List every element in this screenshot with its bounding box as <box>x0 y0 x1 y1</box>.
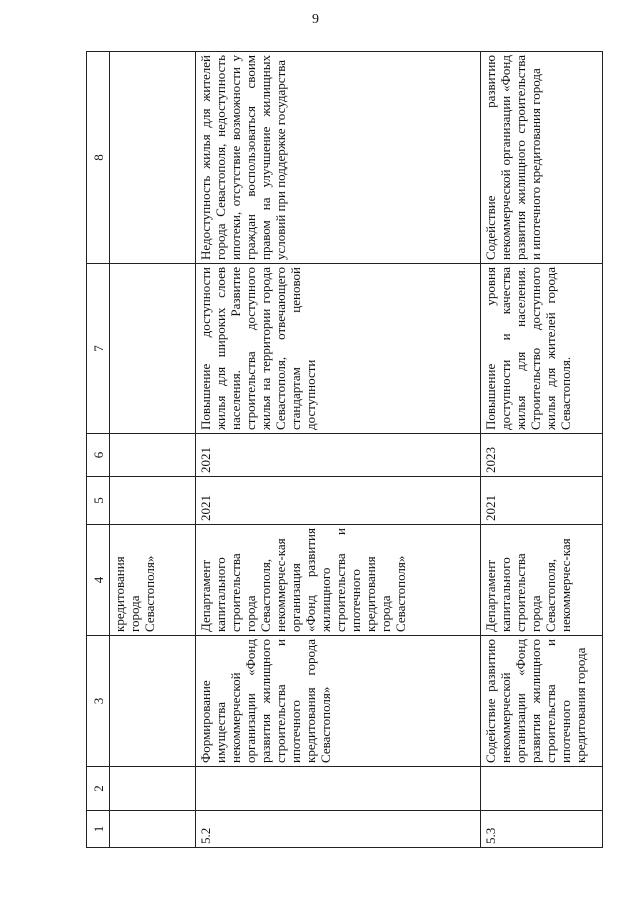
header-cell-3: 3 <box>87 636 110 767</box>
end-year-cell: 2021 <box>196 434 481 477</box>
measure-name-cell: Формирование имущества некоммерческой организации «Фонд развития жилищного строительства и ипотечного кредитования города Севастополя» <box>196 636 481 767</box>
start-year-cell: 2021 <box>196 477 481 525</box>
table-row-5-3 <box>481 52 603 848</box>
measure-name-cell: Содействие развитию некоммерческой организации «Фонд развития жилищного строительства и ипотечного кредитования города <box>481 636 603 767</box>
header-cell-1: 1 <box>87 811 110 848</box>
page-number: 9 <box>312 12 319 27</box>
row-number-cell: 5.2 <box>196 811 481 848</box>
column-2-cell <box>196 767 481 811</box>
table-row-5-2 <box>196 52 481 848</box>
row-number-cell <box>110 811 196 848</box>
header-cell-2: 2 <box>87 767 110 811</box>
consequence-cell: Недоступность жилья для жителей города Севастополя, недоступность ипотеки, отсутствие возможности у граждан воспользоваться своим правом на улучшение жилищных условий при поддержке государства <box>196 52 481 264</box>
executor-cell: Департамент капитального строительства города Севастополя, некоммерчес-кая организация «Фонд развития жилищного строительства и ипотечного кредитования города Севастополя» <box>196 525 481 636</box>
measure-name-cell <box>110 636 196 767</box>
row-number-cell: 5.3 <box>481 811 603 848</box>
header-cell-5: 5 <box>87 477 110 525</box>
header-cell-8: 8 <box>87 52 110 264</box>
rotated-table-container <box>86 52 602 848</box>
table-row-continuation <box>110 52 196 848</box>
end-year-cell <box>110 434 196 477</box>
measures-table <box>86 51 603 848</box>
header-cell-7: 7 <box>87 264 110 434</box>
end-year-cell: 2023 <box>481 434 603 477</box>
header-cell-6: 6 <box>87 434 110 477</box>
start-year-cell: 2021 <box>481 477 603 525</box>
expected-result-cell: Повышение уровня доступности и качества жилья для населения. Строительство доступного жилья для жителей города Севастополя. <box>481 264 603 434</box>
consequence-cell <box>110 52 196 264</box>
executor-cell: Департамент капитального строительства города Севастополя, некоммерчес-кая <box>481 525 603 636</box>
column-2-cell <box>481 767 603 811</box>
consequence-cell: Содействие развитию некоммерческой организации «Фонд развития жилищного строительства и ипотечного кредитования города <box>481 52 603 264</box>
start-year-cell <box>110 477 196 525</box>
column-2-cell <box>110 767 196 811</box>
header-cell-4: 4 <box>87 525 110 636</box>
expected-result-cell <box>110 264 196 434</box>
executor-cell: кредитования города Севастополя» <box>110 525 196 636</box>
header-row <box>87 52 110 848</box>
table-frame <box>86 52 602 848</box>
expected-result-cell: Повышение доступности жилья для широких слоев населения. Развитие строительства доступного жилья на территории города Севастополя, отвечающего стандартам ценовой доступности <box>196 264 481 434</box>
